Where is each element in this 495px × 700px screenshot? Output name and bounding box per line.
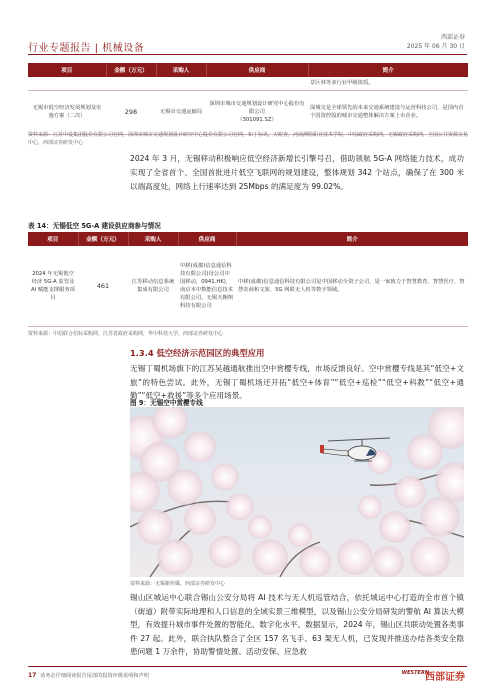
cell-amount: 298 — [106, 90, 156, 134]
brand-name: 西部证券 — [440, 34, 465, 41]
report-date: 2025 年 06 月 30 日 — [406, 43, 465, 50]
paragraph-5g-a: 2024 年 3 月，无锡移动积极响应低空经济新增长引擎号召，借助领航 5G-A 网络能力技术，成功实现了全省首个、全国首批进片低空飞联网的规划建设，整体规划 342 个站点，确保了在 300 米以端高度处，网络上行速率达到 25Mbps 的满足度为 99.02%。 — [130, 154, 464, 191]
logo-text-en: WESTERN — [401, 670, 429, 676]
page-number: 17 — [28, 672, 37, 679]
cell-intro: 深城交是全球领先的未来交通系统建设与运营科技公司，是国内首个国资控股的城市交通整体解决方案上市企业。 — [308, 90, 468, 134]
cell-supplier — [206, 90, 308, 134]
col-supplier: 供应商 — [178, 232, 236, 246]
supplier-table-planning — [28, 63, 468, 135]
paragraph-cherry-route: 无锡丁蜀机场旗下的江苏吴越通航推出空中赏樱专线，市场反馈良好。空中赏樱专线是其“低空+文旅”的特色尝试。此外，无锡丁蜀机场还开拓“低空+体育”“低空+巡检”“低空+科教”“低空+通勤”“低空+救援”等多个应用场景。 — [130, 364, 464, 400]
footer-divider — [28, 666, 467, 667]
report-category: 行业专题报告 | 机械设备 — [28, 43, 145, 54]
cell-project: 无锡市低空经济发展规划及实施方案（二次） — [28, 90, 106, 134]
col-amount: 金额（万元） — [78, 232, 128, 246]
source-note-a: 资料来源：江苏中设集团股份有限公司官网，深圳市城市交通规划设计研究中心股份有限公司官网，如丁标讯，天眼查，河南测绘职业技术学院，中国政府采购网，无锡政府采购网，全国公共资源交易中心，西部证券研发中心 — [28, 132, 469, 146]
col-buyer: 采购人 — [156, 63, 206, 77]
cell-amount: 461 — [78, 246, 128, 326]
table-row — [28, 90, 468, 134]
table-title: 表 14：无锡低空 5G-A 建设供应商参与情况 — [28, 222, 161, 230]
paragraph-ai-drone: 锡山区城运中心联合锡山公安分局将 AI 技术与无人机巡管结合，依托城运中心打造的全市首个镇（街道）附带实际地理和人口信息的全域实景三维模型，以及锡山公安分局研发的警航 AI 算法大模型，有效提升城市事件处置的智能化、数字化水平。数据显示，2024 年，锡山区共联动处置各类事件 27 起。此外，联合执队整合了全区 157 名飞手、63 架无人机，已发现并推送办结各类安全隐患问题 1 万余件，协助警情处置、活动安保、应急救 — [130, 593, 464, 657]
header-divider — [28, 54, 467, 55]
col-buyer: 采购人 — [128, 232, 178, 246]
cell-buyer: 江苏移动信息系统集成有限公司 — [128, 246, 178, 326]
col-project: 项目 — [28, 232, 78, 246]
col-intro: 简介 — [236, 232, 468, 246]
source-note-b: 资料来源：中招联合招标采购网，江苏省政府采购网，华中科技大学，西部证券研发中心 — [28, 331, 224, 337]
cell-intro: 中移(成都)信息通信科技有限公司是中国移动全资子公司，是一家致力于智慧教育、智慧医疗、智慧农商和文旅、5G 网联无人机等数字领域。 — [236, 246, 468, 326]
supplier-ticker: （301091.SZ） — [237, 117, 277, 123]
col-supplier: 供应商 — [206, 63, 308, 77]
col-amount: 金额（万元） — [106, 63, 156, 77]
figure-title: 图 9：无锡空中赏樱专线 — [130, 399, 203, 407]
cell-supplier: 中移(成都)信息通信科技有限公司(母公司中国移动，0941.HK)，南京本中数能信息技术有限公司，无锡天翱翔科技有限公司 — [178, 246, 236, 326]
supplier-table-5g-a — [28, 232, 468, 327]
supplier-name: 深圳市城市交通规划设计研究中心股份有限公司 — [209, 101, 305, 115]
section-heading: 1.3.4 低空经济示范园区的典型应用 — [130, 348, 265, 358]
carry-over-text: 景区林等多行业甲级资质。 — [308, 77, 468, 90]
figure-source: 资料来源：无锡新传媒，西部证券研发中心 — [130, 581, 226, 587]
table-row — [28, 77, 468, 90]
cell-project: 2024 年无锡低空经济 5G-A 监管及 AI 赋能支撑服务项目 — [28, 246, 78, 326]
footer-disclaimer: 请务必仔细阅读报告尾部的投资评级说明和声明 — [40, 673, 149, 679]
blossom-clusters — [130, 407, 464, 577]
col-intro: 简介 — [308, 63, 468, 77]
logo-text-cn: 西部证券 — [425, 672, 465, 683]
table-header-row — [28, 232, 468, 246]
cherry-blossom-helicopter-photo — [130, 407, 464, 577]
cell-buyer: 无锡市交通运输局 — [156, 90, 206, 134]
photo-illustration — [130, 407, 464, 577]
table-header-row — [28, 63, 468, 77]
table-row — [28, 246, 468, 326]
col-project: 项目 — [28, 63, 106, 77]
